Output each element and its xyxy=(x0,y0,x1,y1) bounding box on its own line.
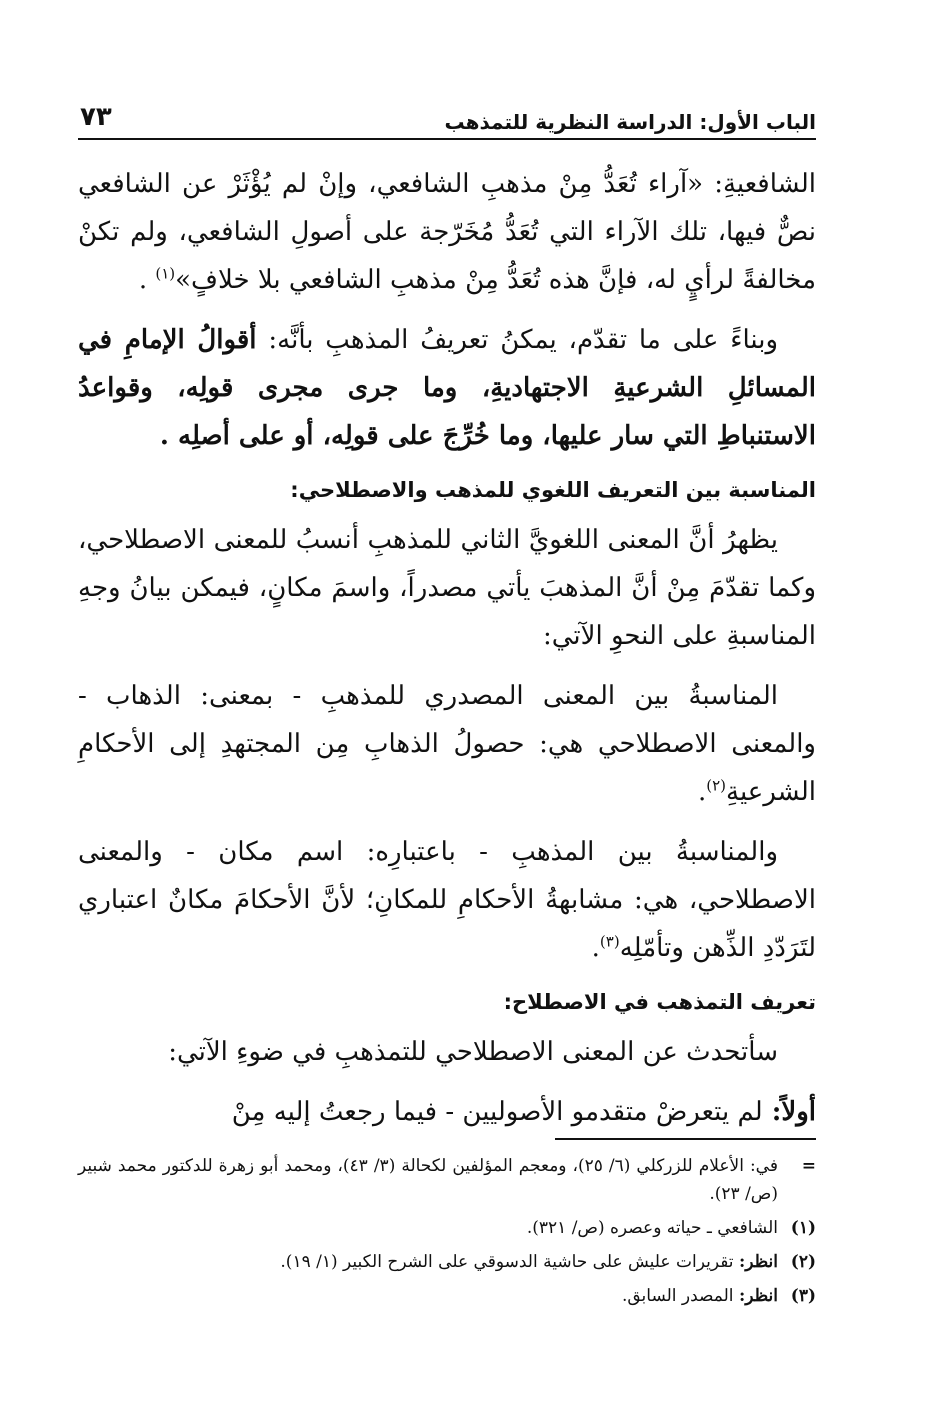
paragraph-4-text: المناسبةُ بين المعنى المصدري للمذهبِ - بمعنى: الذهاب - والمعنى الاصطلاحي هي: حصولُ الذهابِ مِن المجتهدِ إلى الأحكامِ الشرعيةِ xyxy=(78,681,816,807)
paragraph-1-text: الشافعيةِ: «آراء تُعَدُّ مِنْ مذهبِ الشافعي، وإنْ لم يُؤْثَرْ عن الشافعي نصٌّ فيها، تلك الآراء التي تُعَدُّ مُخَرّجة على أصولِ الشافعي، ولم تكنْ مخالفةً لرأيٍ له، فإنَّ هذه تُعَدُّ مِنْ مذهبِ الشافعي بلا خلافٍ» xyxy=(78,169,816,295)
footnote-ref-1[interactable]: (١) xyxy=(155,264,176,283)
footnote-text: انظر: المصدر السابق. xyxy=(621,1286,778,1306)
chapter-title: الباب الأول: الدراسة النظرية للتمذهب xyxy=(444,110,816,134)
paragraph-2-lead: وبناءً على ما تقدّم، يمكنُ تعريفُ المذهبِ بأنَّه: xyxy=(256,325,779,355)
paragraph-1 xyxy=(78,160,816,304)
footnote-2 xyxy=(78,1248,816,1276)
paragraph-4-end: . xyxy=(697,777,707,807)
paragraph-5-text: والمناسبةُ بين المذهبِ - باعتبارِه: اسم مكان - والمعنى الاصطلاحي، هي: مشابهةُ الأحكامِ للمكانِ؛ لأنَّ الأحكامَ مكانٌ اعتباري لتَرَدّدِ الذِّهن وتأمّلِه xyxy=(78,837,816,963)
paragraph-7-text: لم يتعرضْ متقدمو الأصوليين - فيما رجعتُ إليه مِنْ xyxy=(231,1097,763,1127)
paragraph-1-end: . xyxy=(138,265,156,295)
footnote-text: الشافعي ـ حياته وعصره (ص/ ٣٢١). xyxy=(526,1218,778,1238)
paragraph-7 xyxy=(78,1088,816,1136)
section-heading-tamadhhub-definition: تعريف التمذهب في الاصطلاح: xyxy=(503,990,816,1014)
main-text xyxy=(78,160,816,1148)
section-heading-linguistic-relation: المناسبة بين التعريف اللغوي للمذهب والاصطلاحي: xyxy=(290,478,816,502)
paragraph-6 xyxy=(78,1028,816,1076)
paragraph-7-lead: أولاً: xyxy=(762,1097,816,1127)
footnote-text: في: الأعلام للزركلي (٦/ ٢٥)، ومعجم المؤلفين لكحالة (٣/ ٤٣)، ومحمد أبو زهرة للدكتور محمد شبير (ص/ ٢٣). xyxy=(78,1156,778,1204)
footnote-continuation xyxy=(78,1152,816,1208)
footnote-1 xyxy=(78,1214,816,1242)
paragraph-3 xyxy=(78,516,816,660)
footnote-text: انظر: تقريرات عليش على حاشية الدسوقي على الشرح الكبير (١/ ١٩). xyxy=(280,1252,778,1272)
footnote-ref-2[interactable]: (٢) xyxy=(706,776,727,795)
footnote-mark: (٢) xyxy=(790,1252,816,1272)
footnotes xyxy=(78,1152,816,1316)
footnote-mark: (٣) xyxy=(790,1286,816,1306)
footnote-mark: = xyxy=(801,1156,816,1176)
madhhab-definition: أقوالُ الإمامِ في المسائلِ الشرعيةِ الاجتهاديةِ، وما جرى مجرى قولِه، وقواعدُ الاستنباطِ التي سار عليها، وما خُرِّجَ على قولِه، أو على أصلِه . xyxy=(78,325,816,451)
page-number: ٧٣ xyxy=(80,102,112,132)
footnote-3 xyxy=(78,1282,816,1310)
paragraph-5 xyxy=(78,828,816,972)
running-header xyxy=(78,98,816,140)
paragraph-5-end: . xyxy=(591,933,600,963)
paragraph-3-text: يظهرُ أنَّ المعنى اللغويَّ الثاني للمذهبِ أنسبُ للمعنى الاصطلاحي، وكما تقدّمَ مِنْ أنَّ المذهبَ يأتي مصدراً، واسمَ مكانٍ، فيمكن بيانُ وجهِ المناسبةِ على النحوِ الآتي: xyxy=(78,525,816,651)
footnote-mark: (١) xyxy=(790,1218,816,1238)
paragraph-4 xyxy=(78,672,816,816)
paragraph-2 xyxy=(78,316,816,460)
footnote-ref-3[interactable]: (٣) xyxy=(599,932,620,951)
footnote-separator xyxy=(555,1138,816,1140)
paragraph-6-text: سأتحدث عن المعنى الاصطلاحي للتمذهبِ في ضوءِ الآتي: xyxy=(168,1037,778,1067)
